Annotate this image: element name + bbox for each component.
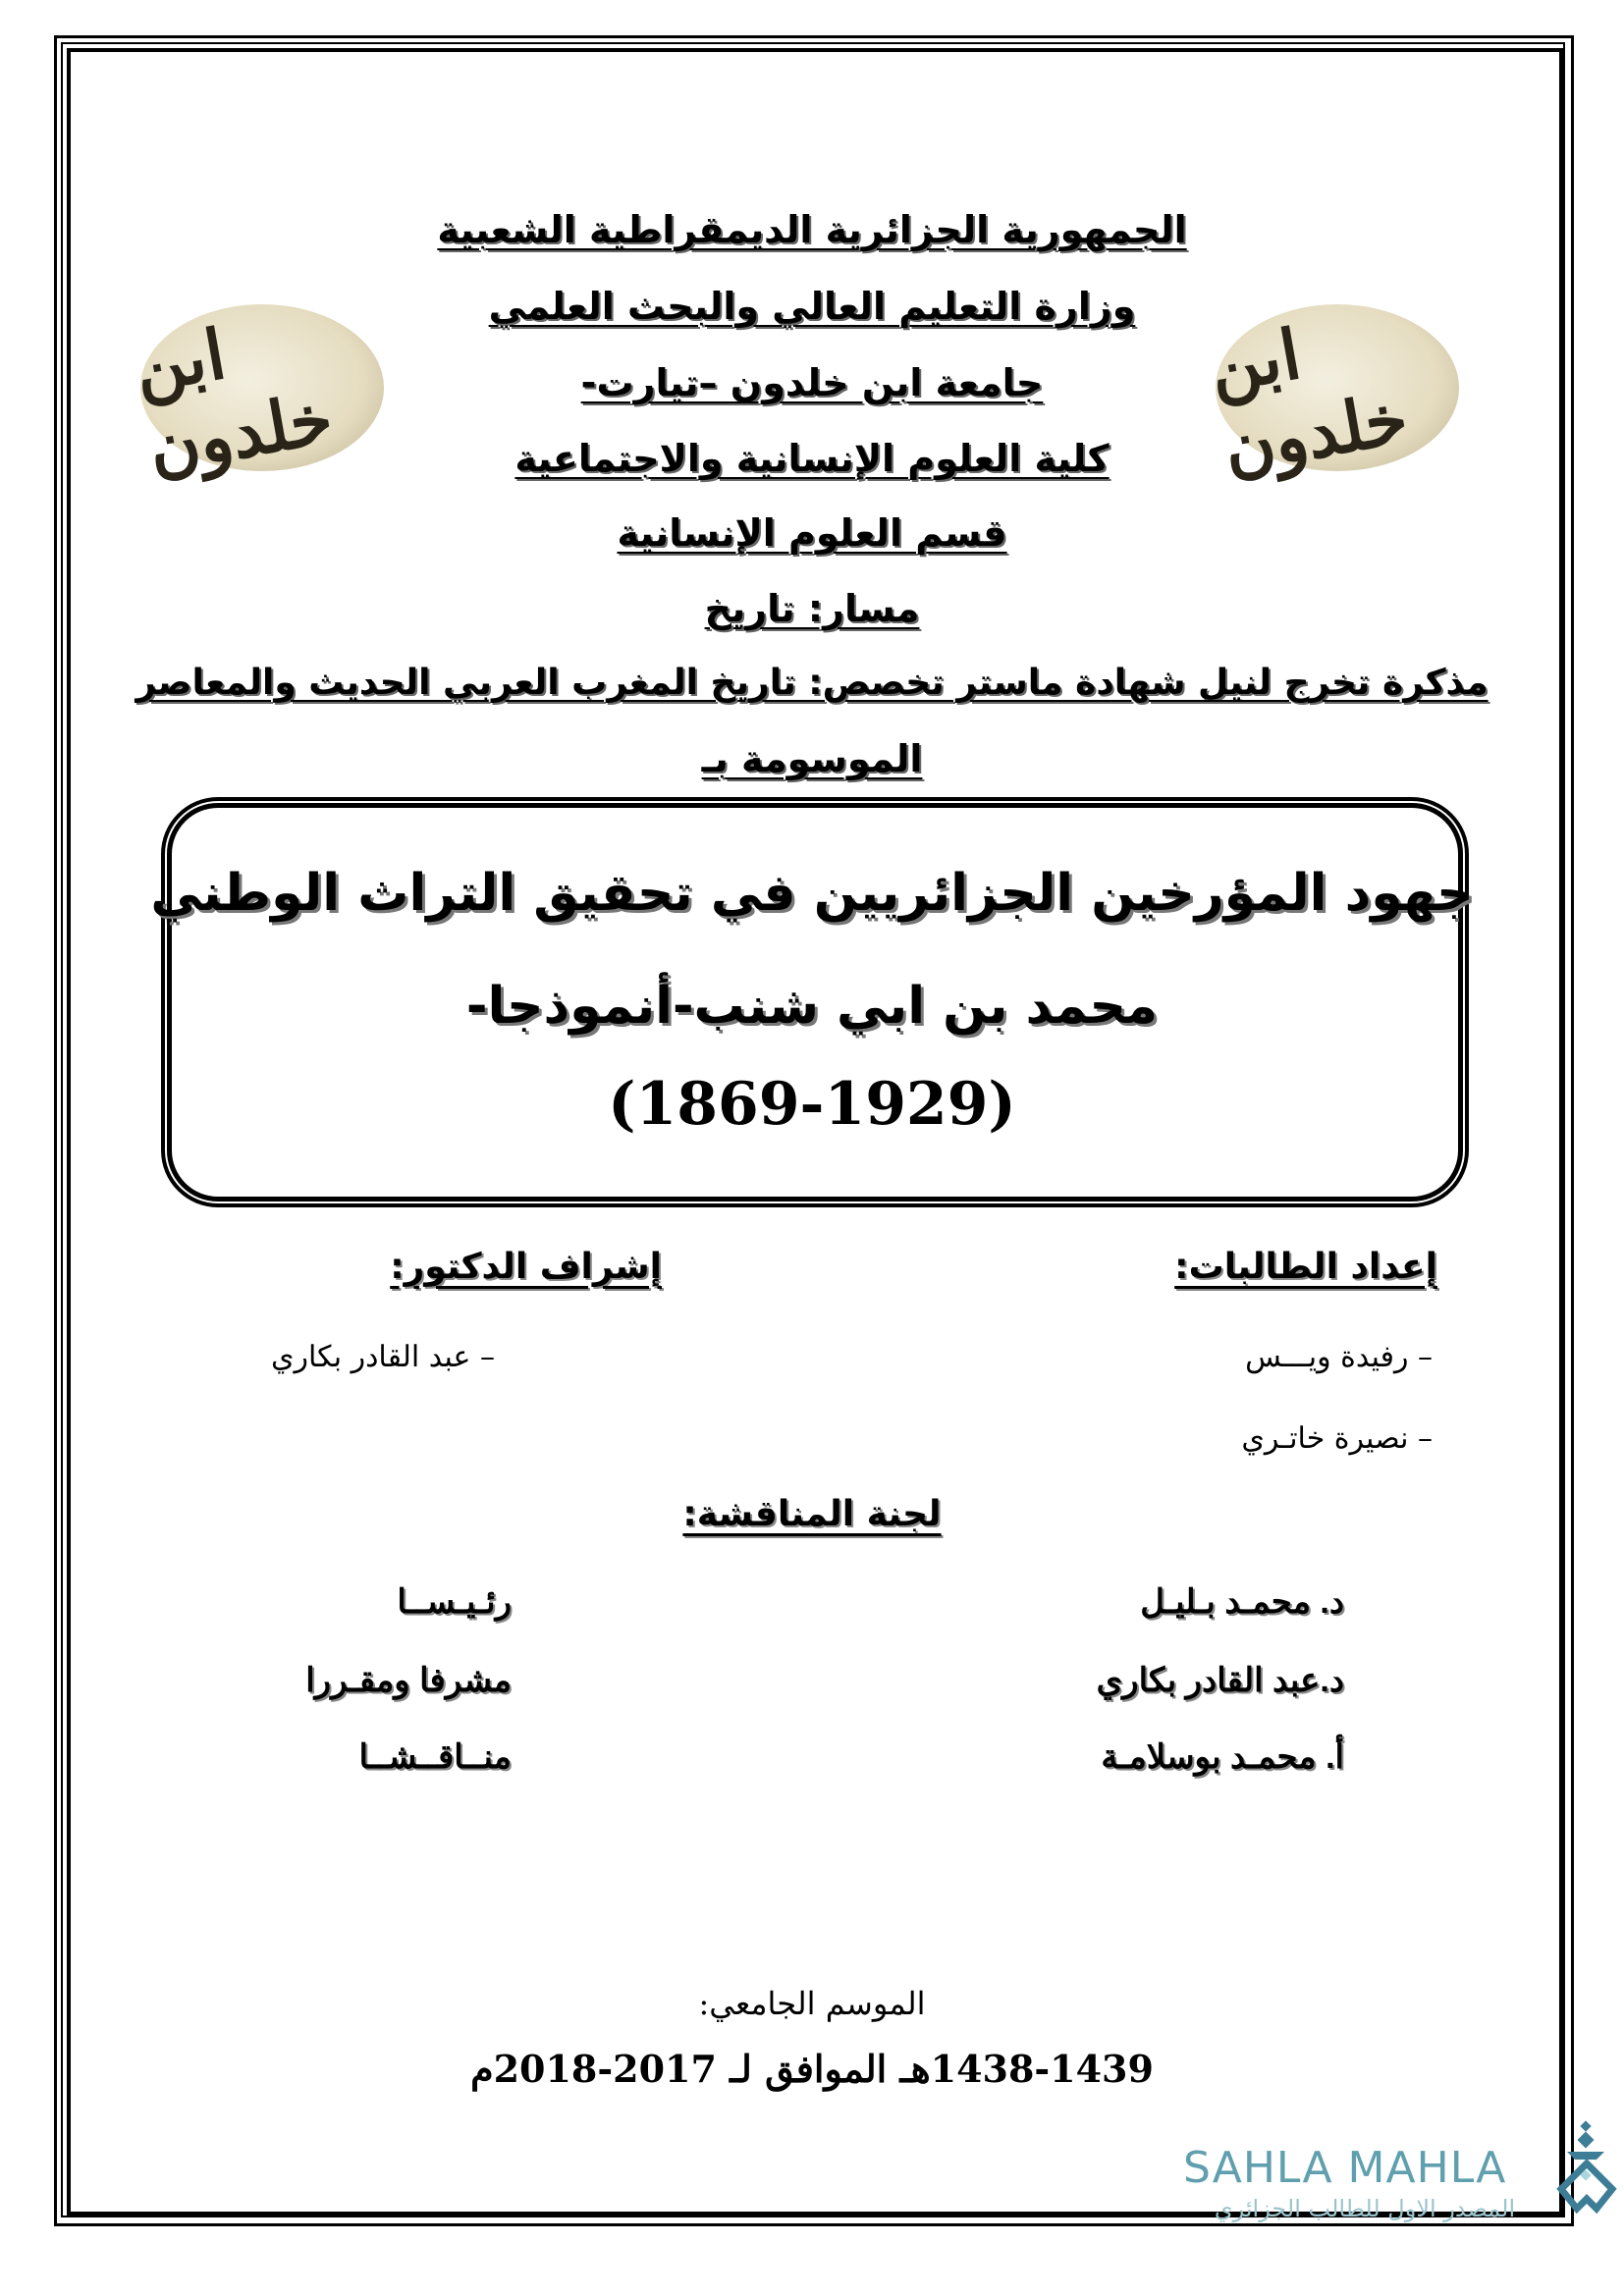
university-heading: جامعة ابن خلدون –تيارت- xyxy=(580,361,1044,404)
department-heading: قسم العلوم الإنسانية xyxy=(617,511,1007,555)
thesis-title-years: (1869-1929) xyxy=(608,1070,1016,1139)
faculty-heading: كلية العلوم الإنسانية والاجتماعية xyxy=(514,437,1110,480)
thesis-title-line1: جهود المؤرخين الجزائريين في تحقيق التراث الوطني xyxy=(150,864,1474,923)
committee-member-name: أ. محمـد بوسلامـة xyxy=(1101,1738,1344,1776)
thesis-title-line2: محمد بن ابي شنب-أنموذجا- xyxy=(465,977,1159,1036)
committee-member-name: د.عبد القادر بكاري xyxy=(1096,1662,1344,1699)
supervisor-heading: إشراف الدكتور: xyxy=(390,1247,662,1287)
republic-heading: الجمهورية الجزائرية الديمقراطية الشعبية xyxy=(437,208,1187,251)
titled-heading: الموسومة بـ xyxy=(701,737,923,780)
watermark-brand: SAHLA MAHLA xyxy=(1183,2143,1507,2193)
committee-member-role: رئـيـســا xyxy=(397,1583,512,1621)
watermark-tagline: المصدر الاول للطالب الجزائري xyxy=(1214,2195,1516,2222)
ministry-heading: وزارة التعليم العالي والبحث العلمي xyxy=(488,285,1136,328)
thesis-type-heading: مذكرة تخرج لنيل شهادة ماستر تخصص: تاريخ المغرب العربي الحديث والمعاصر xyxy=(135,663,1489,703)
academic-season-years: 1438-1439هـ الموافق لـ 2017-2018م xyxy=(470,2047,1154,2091)
student-name: – نصيرة خاتـري xyxy=(1241,1421,1433,1456)
committee-member-role: مشرفا ومقـررا xyxy=(305,1662,512,1699)
logo-text: ابن خلدون xyxy=(128,312,339,490)
supervisor-name: – عبد القادر بكاري xyxy=(271,1340,495,1374)
watermark-logo-icon xyxy=(1553,2120,1620,2218)
committee-member-role: منــاقــشــا xyxy=(358,1738,512,1776)
committee-heading: لجنة المناقشة: xyxy=(682,1494,942,1534)
track-heading: مسار: تاريخ xyxy=(704,587,920,630)
committee-member-name: د. محمـد بـليـل xyxy=(1140,1583,1344,1621)
student-name: – رفيدة ويـــس xyxy=(1245,1340,1433,1374)
students-heading: إعداد الطالبات: xyxy=(1174,1247,1437,1287)
academic-season-label: الموسم الجامعي: xyxy=(698,1985,926,2022)
logo-text: ابن خلدون xyxy=(1203,312,1414,490)
